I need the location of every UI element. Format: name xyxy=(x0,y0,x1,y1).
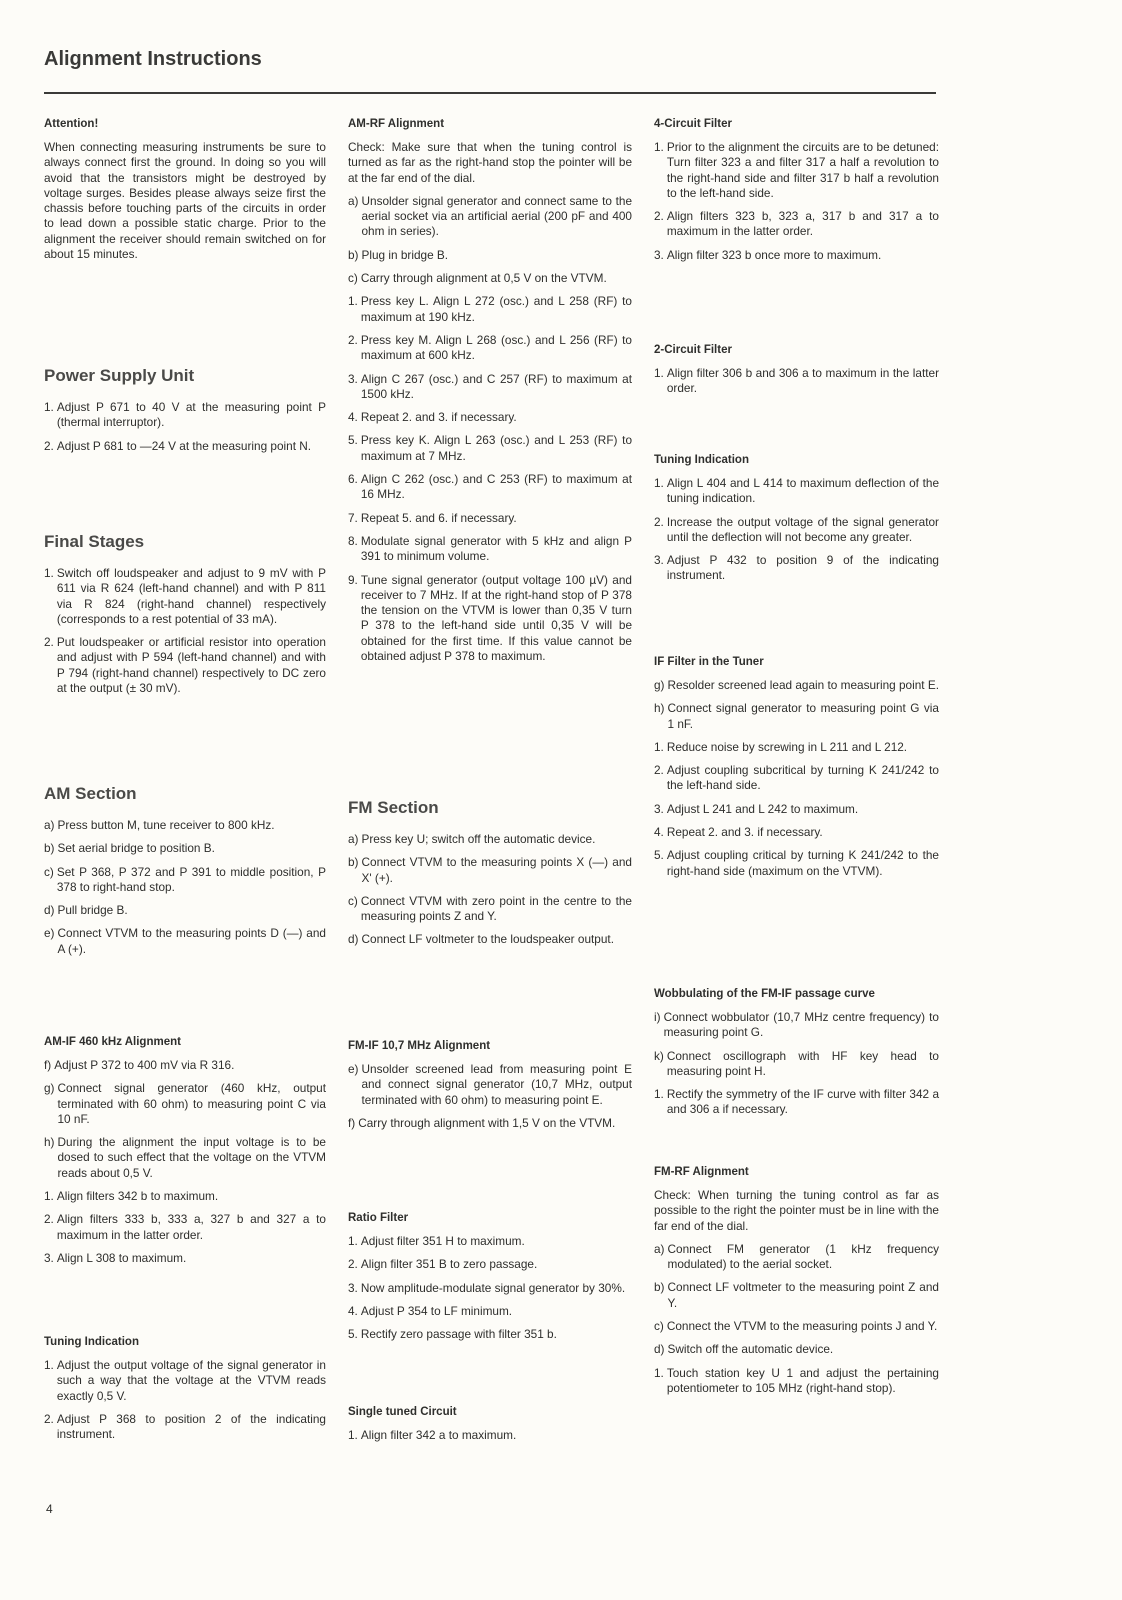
item-text: Connect signal generator (460 kHz, output terminated with 60 ohm) to measuring point C via 10 nF. xyxy=(57,1081,326,1126)
item-marker: d) xyxy=(44,903,55,918)
item-text: Align L 308 to maximum. xyxy=(56,1250,187,1265)
item-marker: a) xyxy=(348,832,359,846)
instruction-item xyxy=(44,635,326,696)
instruction-item xyxy=(348,271,632,286)
item-marker: 1. xyxy=(44,1189,54,1204)
item-marker: c) xyxy=(348,271,358,286)
fm-section-heading: FM Section xyxy=(348,798,439,817)
item-marker: c) xyxy=(44,864,54,879)
item-text: Align filters 333 b, 333 a, 327 b and 327 a to maximum in the latter order. xyxy=(56,1212,326,1242)
instruction-item xyxy=(44,1058,326,1073)
item-marker: 2. xyxy=(348,1257,358,1272)
power-supply-heading: Power Supply Unit xyxy=(44,366,195,385)
fm-if-heading: FM-IF 10,7 MHz Alignment xyxy=(348,1040,491,1052)
item-text: Unsolder signal generator and connect same to the aerial socket via an artificial aerial (200 pF and 400 ohm in series). xyxy=(361,193,632,239)
single-tuned-section xyxy=(348,1406,632,1451)
item-marker: a) xyxy=(348,193,359,208)
instruction-item xyxy=(654,763,939,794)
fm-section xyxy=(348,798,632,956)
instruction-item xyxy=(654,678,939,693)
item-marker: a) xyxy=(44,818,55,832)
item-text: Adjust P 671 to 40 V at the measuring point P (thermal interruptor). xyxy=(56,400,326,430)
instruction-item xyxy=(654,802,939,817)
four-circuit-section xyxy=(654,118,939,271)
instruction-item xyxy=(348,1327,632,1342)
item-marker: c) xyxy=(654,1319,664,1334)
instruction-item xyxy=(348,511,632,526)
item-marker: 2. xyxy=(654,514,664,529)
instruction-item xyxy=(348,194,632,240)
item-text: Press key K. Align L 263 (osc.) and L 253 (RF) to maximum at 7 MHz. xyxy=(360,433,632,463)
am-if-section xyxy=(44,1036,326,1274)
attention-section xyxy=(44,118,326,270)
item-marker: 2. xyxy=(654,209,664,224)
page-title: Alignment Instructions xyxy=(44,48,262,70)
instruction-item xyxy=(654,553,939,584)
instruction-item xyxy=(44,439,326,454)
instruction-item xyxy=(348,534,632,565)
instruction-item xyxy=(348,1304,632,1319)
item-marker: 1. xyxy=(654,366,664,380)
instruction-item xyxy=(44,1189,326,1204)
instruction-item xyxy=(654,1242,939,1273)
fm-if-section xyxy=(348,1040,632,1139)
item-marker: b) xyxy=(44,841,55,856)
item-text: Resolder screened lead again to measuring point E. xyxy=(667,678,939,692)
item-text: Connect the VTVM to the measuring points J and Y. xyxy=(666,1319,938,1334)
item-text: Connect LF voltmeter to the loudspeaker output. xyxy=(361,932,614,947)
item-marker: 1. xyxy=(44,400,54,414)
instruction-item xyxy=(654,1342,939,1357)
item-marker: e) xyxy=(348,1062,359,1076)
instruction-item xyxy=(654,848,939,879)
item-marker: 7. xyxy=(348,510,358,525)
am-rf-check: Check: Make sure that when the tuning control is turned as far as the right-hand stop the pointer will be at the far end of the dial. xyxy=(348,140,632,185)
item-marker: 6. xyxy=(348,472,358,487)
item-text: Connect VTVM to the measuring points X (—) and X' (+). xyxy=(361,855,632,885)
instruction-item xyxy=(348,1062,632,1108)
item-text: Carry through alignment with 1,5 V on the VTVM. xyxy=(358,1115,616,1130)
item-marker: 2. xyxy=(44,635,54,650)
instruction-item xyxy=(348,1281,632,1296)
item-text: Repeat 2. and 3. if necessary. xyxy=(360,410,517,425)
am-section-heading: AM Section xyxy=(44,784,137,803)
item-text: Switch off the automatic device. xyxy=(667,1342,834,1357)
item-text: Pull bridge B. xyxy=(57,903,128,918)
title-rule xyxy=(44,92,936,94)
fm-rf-heading: FM-RF Alignment xyxy=(654,1166,749,1178)
item-marker: 1. xyxy=(654,476,664,490)
instruction-item xyxy=(654,825,939,840)
tuning-indication-am-section xyxy=(44,1336,326,1450)
instruction-item xyxy=(654,1366,939,1397)
item-marker: g) xyxy=(654,678,665,692)
item-marker: 2. xyxy=(654,763,664,778)
item-text: Press key M. Align L 268 (osc.) and L 256 (RF) to maximum at 600 kHz. xyxy=(360,332,632,363)
am-rf-heading: AM-RF Alignment xyxy=(348,118,445,130)
item-text: Rectify zero passage with filter 351 b. xyxy=(360,1327,557,1342)
instruction-item xyxy=(654,209,939,240)
instruction-item xyxy=(654,1319,939,1334)
item-marker: 1. xyxy=(348,1428,358,1442)
item-text: Adjust L 241 and L 242 to maximum. xyxy=(666,801,859,816)
item-text: Connect FM generator (1 kHz frequency modulated) to the aerial socket. xyxy=(667,1241,939,1272)
instruction-item xyxy=(44,926,326,957)
instruction-item xyxy=(654,701,939,732)
instruction-item xyxy=(654,476,939,507)
instruction-item xyxy=(654,1087,939,1118)
am-rf-section xyxy=(348,118,632,672)
item-text: Align filter 342 a to maximum. xyxy=(360,1428,517,1442)
item-text: Increase the output voltage of the signal generator until the deflection will not become any greater. xyxy=(666,514,939,544)
item-marker: 3. xyxy=(348,371,358,386)
instruction-item xyxy=(348,832,632,847)
wobbulating-section xyxy=(654,988,939,1126)
item-marker: 5. xyxy=(348,433,358,448)
item-marker: 3. xyxy=(44,1250,54,1265)
item-text: Press key U; switch off the automatic device. xyxy=(361,832,596,846)
item-text: Align filter 351 B to zero passage. xyxy=(360,1257,538,1272)
item-marker: 2. xyxy=(44,1411,54,1426)
item-text: Repeat 2. and 3. if necessary. xyxy=(666,825,823,840)
item-text: Align filter 323 b once more to maximum. xyxy=(666,247,882,262)
ratio-filter-section xyxy=(348,1212,632,1350)
item-marker: 1. xyxy=(348,294,358,309)
item-marker: 3. xyxy=(654,247,664,262)
item-marker: d) xyxy=(348,932,359,947)
am-section xyxy=(44,784,326,965)
item-marker: 1. xyxy=(654,1365,664,1380)
tuning-indication-fm-heading: Tuning Indication xyxy=(654,454,749,466)
instruction-item xyxy=(348,855,632,886)
item-text: Connect LF voltmeter to the measuring point Z and Y. xyxy=(667,1280,939,1310)
item-text: Press button M, tune receiver to 800 kHz. xyxy=(57,818,275,832)
instruction-item xyxy=(44,1135,326,1181)
item-text: Prior to the alignment the circuits are to be detuned: Turn filter 323 a and filter 317 a half a revolution to the right-hand side and filter 317 b half a revolution to the left-hand side. xyxy=(666,140,939,200)
item-text: Connect VTVM with zero point in the centre to the measuring points Z and Y. xyxy=(360,893,632,924)
instruction-item xyxy=(348,472,632,503)
instruction-item xyxy=(44,1358,326,1404)
item-text: Carry through alignment at 0,5 V on the VTVM. xyxy=(360,271,607,286)
instruction-item xyxy=(348,932,632,947)
two-circuit-heading: 2-Circuit Filter xyxy=(654,344,732,356)
item-text: Connect VTVM to the measuring points D (—) and A (+). xyxy=(57,926,326,956)
item-text: During the alignment the input voltage is to be dosed to such effect that the voltage on the VTVM reads about 0,5 V. xyxy=(57,1135,326,1180)
item-text: Align C 262 (osc.) and C 253 (RF) to maximum at 16 MHz. xyxy=(360,472,632,502)
item-text: Adjust P 681 to —24 V at the measuring point N. xyxy=(56,438,312,453)
item-text: Connect wobbulator (10,7 MHz centre frequency) to measuring point G. xyxy=(663,1010,939,1040)
item-marker: 1. xyxy=(654,1087,664,1102)
item-marker: e) xyxy=(44,926,55,941)
instruction-item xyxy=(654,1280,939,1311)
item-text: Put loudspeaker or artificial resistor into operation and adjust with P 594 (left-hand channel) and with P 794 (right-hand channel) respectively to DC zero at the output (± 30 mV). xyxy=(56,635,326,696)
item-marker: a) xyxy=(654,1241,665,1256)
item-text: Connect oscillograph with HF key head to measuring point H. xyxy=(666,1048,939,1078)
instruction-item xyxy=(44,818,326,833)
item-text: Set P 368, P 372 and P 391 to middle position, P 378 to right-hand stop. xyxy=(56,864,326,894)
item-text: Adjust the output voltage of the signal generator in such a way that the voltage at the VTVM reads exactly 0,5 V. xyxy=(56,1358,326,1403)
item-text: Adjust filter 351 H to maximum. xyxy=(360,1234,525,1248)
item-marker: b) xyxy=(654,1280,665,1295)
item-text: Repeat 5. and 6. if necessary. xyxy=(360,510,517,525)
item-marker: 1. xyxy=(348,1234,358,1248)
instruction-item xyxy=(654,140,939,201)
item-text: Modulate signal generator with 5 kHz and align P 391 to minimum volume. xyxy=(360,533,632,564)
item-text: Align L 404 and L 414 to maximum deflection of the tuning indication. xyxy=(666,476,939,506)
instruction-item xyxy=(654,1049,939,1080)
item-marker: 2. xyxy=(348,332,358,347)
instruction-item xyxy=(44,1212,326,1243)
item-marker: b) xyxy=(348,247,359,262)
item-marker: d) xyxy=(654,1342,665,1357)
item-marker: 1. xyxy=(654,739,664,754)
instruction-item xyxy=(348,1257,632,1272)
item-text: Adjust P 354 to LF minimum. xyxy=(360,1303,513,1318)
item-marker: k) xyxy=(654,1048,664,1063)
instruction-item xyxy=(348,410,632,425)
item-marker: 2. xyxy=(44,1212,54,1227)
instruction-item xyxy=(654,1010,939,1041)
item-marker: 4. xyxy=(654,825,664,840)
item-text: Adjust coupling subcritical by turning K 241/242 to the left-hand side. xyxy=(666,763,939,793)
item-marker: 8. xyxy=(348,533,358,548)
if-tuner-heading: IF Filter in the Tuner xyxy=(654,656,764,668)
instruction-item xyxy=(348,333,632,364)
item-text: Tune signal generator (output voltage 100 µV) and receiver to 7 MHz. If at the right-hand stop of P 378 the tension on the VTVM is lower than 0,35 V turn P 378 to the left-hand side until 0,35 V will be obtained for the first time. If this value cannot be obtained adjust P 378 to maximum. xyxy=(360,572,632,664)
item-marker: f) xyxy=(348,1115,356,1130)
item-marker: 3. xyxy=(348,1280,358,1295)
item-marker: 1. xyxy=(44,566,54,580)
item-marker: g) xyxy=(44,1081,55,1096)
item-marker: 1. xyxy=(44,1358,54,1372)
instruction-item xyxy=(348,372,632,403)
item-text: Set aerial bridge to position B. xyxy=(57,841,215,856)
power-supply-section xyxy=(44,366,326,462)
item-marker: h) xyxy=(654,701,665,716)
two-circuit-section xyxy=(654,344,939,405)
instruction-item xyxy=(348,1234,632,1249)
single-tuned-heading: Single tuned Circuit xyxy=(348,1406,457,1418)
item-text: Align filters 323 b, 323 a, 317 b and 317 a to maximum in the latter order. xyxy=(666,209,939,239)
item-marker: f) xyxy=(44,1058,52,1072)
instruction-item xyxy=(44,1251,326,1266)
item-text: Press key L. Align L 272 (osc.) and L 258 (RF) to maximum at 190 kHz. xyxy=(360,294,632,324)
attention-heading: Attention! xyxy=(44,118,99,130)
item-marker: 5. xyxy=(654,848,664,863)
fm-rf-check: Check: When turning the tuning control as far as possible to the right the pointer must be in line with the far end of the dial. xyxy=(654,1188,939,1233)
item-text: Plug in bridge B. xyxy=(361,247,449,262)
item-text: Unsolder screened lead from measuring point E and connect signal generator (10,7 MHz, output terminated with 60 ohm) to measuring point E. xyxy=(361,1062,632,1107)
final-stages-section xyxy=(44,532,326,704)
item-text: Align filters 342 b to maximum. xyxy=(56,1189,219,1204)
instruction-item xyxy=(348,573,632,665)
instruction-item xyxy=(348,1428,632,1443)
four-circuit-heading: 4-Circuit Filter xyxy=(654,118,732,130)
attention-text: When connecting measuring instruments be sure to always connect first the ground. In doing so you will avoid that the transistors might be destroyed by voltage surges. Besides please always seize first the chassis before touching parts of the circuits in order to lead down a possible static charge. Prior to the alignment the receiver should remain switched on for about 15 minutes. xyxy=(44,140,326,262)
fm-rf-section xyxy=(654,1166,939,1404)
item-marker: 9. xyxy=(348,572,358,587)
instruction-item xyxy=(348,1116,632,1131)
item-marker: 5. xyxy=(348,1327,358,1342)
item-marker: 4. xyxy=(348,410,358,425)
instruction-item xyxy=(654,515,939,546)
item-text: Reduce noise by screwing in L 211 and L 212. xyxy=(666,739,908,754)
instruction-item xyxy=(44,1081,326,1127)
item-marker: c) xyxy=(348,893,358,908)
item-marker: i) xyxy=(654,1010,661,1024)
instruction-item xyxy=(654,740,939,755)
page-number: 4 xyxy=(46,1502,53,1516)
item-marker: 3. xyxy=(654,553,664,568)
if-tuner-section xyxy=(654,656,939,887)
item-text: Connect signal generator to measuring point G via 1 nF. xyxy=(667,701,939,731)
item-text: Align filter 306 b and 306 a to maximum in the latter order. xyxy=(666,366,939,396)
am-if-heading: AM-IF 460 kHz Alignment xyxy=(44,1036,181,1048)
item-marker: 2. xyxy=(44,438,54,453)
item-text: Switch off loudspeaker and adjust to 9 mV with P 611 via R 624 (left-hand channel) and with P 811 via R 824 (right-hand channel) respectively (corresponds to a rest potential of 33 mA). xyxy=(56,566,326,626)
item-marker: b) xyxy=(348,855,359,870)
item-text: Adjust P 432 to position 9 of the indicating instrument. xyxy=(666,553,939,583)
instruction-item xyxy=(654,366,939,397)
item-marker: 1. xyxy=(654,140,664,154)
item-text: Touch station key U 1 and adjust the pertaining potentiometer to 105 MHz (right-hand stop). xyxy=(666,1365,939,1395)
item-text: Rectify the symmetry of the IF curve with filter 342 a and 306 a if necessary. xyxy=(666,1087,939,1117)
tuning-indication-am-heading: Tuning Indication xyxy=(44,1336,139,1348)
item-text: Adjust P 372 to 400 mV via R 316. xyxy=(54,1058,235,1072)
instruction-item xyxy=(44,566,326,627)
wobbulating-heading: Wobbulating of the FM-IF passage curve xyxy=(654,988,875,1000)
item-marker: h) xyxy=(44,1135,55,1150)
final-stages-heading: Final Stages xyxy=(44,532,145,551)
instruction-item xyxy=(348,294,632,325)
item-text: Adjust coupling critical by turning K 241/242 to the right-hand side (maximum on the VTVM). xyxy=(666,848,939,878)
item-text: Adjust P 368 to position 2 of the indicating instrument. xyxy=(56,1411,326,1442)
ratio-filter-heading: Ratio Filter xyxy=(348,1212,409,1224)
instruction-item xyxy=(348,894,632,925)
instruction-item xyxy=(654,248,939,263)
instruction-item xyxy=(44,400,326,431)
item-text: Align C 267 (osc.) and C 257 (RF) to maximum at 1500 kHz. xyxy=(360,371,632,401)
instruction-item xyxy=(44,841,326,856)
item-marker: 3. xyxy=(654,801,664,816)
instruction-item xyxy=(44,1412,326,1443)
instruction-item xyxy=(44,865,326,896)
instruction-item xyxy=(348,433,632,464)
instruction-item xyxy=(348,248,632,263)
item-text: Now amplitude-modulate signal generator by 30%. xyxy=(360,1280,626,1295)
item-marker: 4. xyxy=(348,1303,358,1318)
tuning-indication-fm-section xyxy=(654,454,939,592)
instruction-item xyxy=(44,903,326,918)
